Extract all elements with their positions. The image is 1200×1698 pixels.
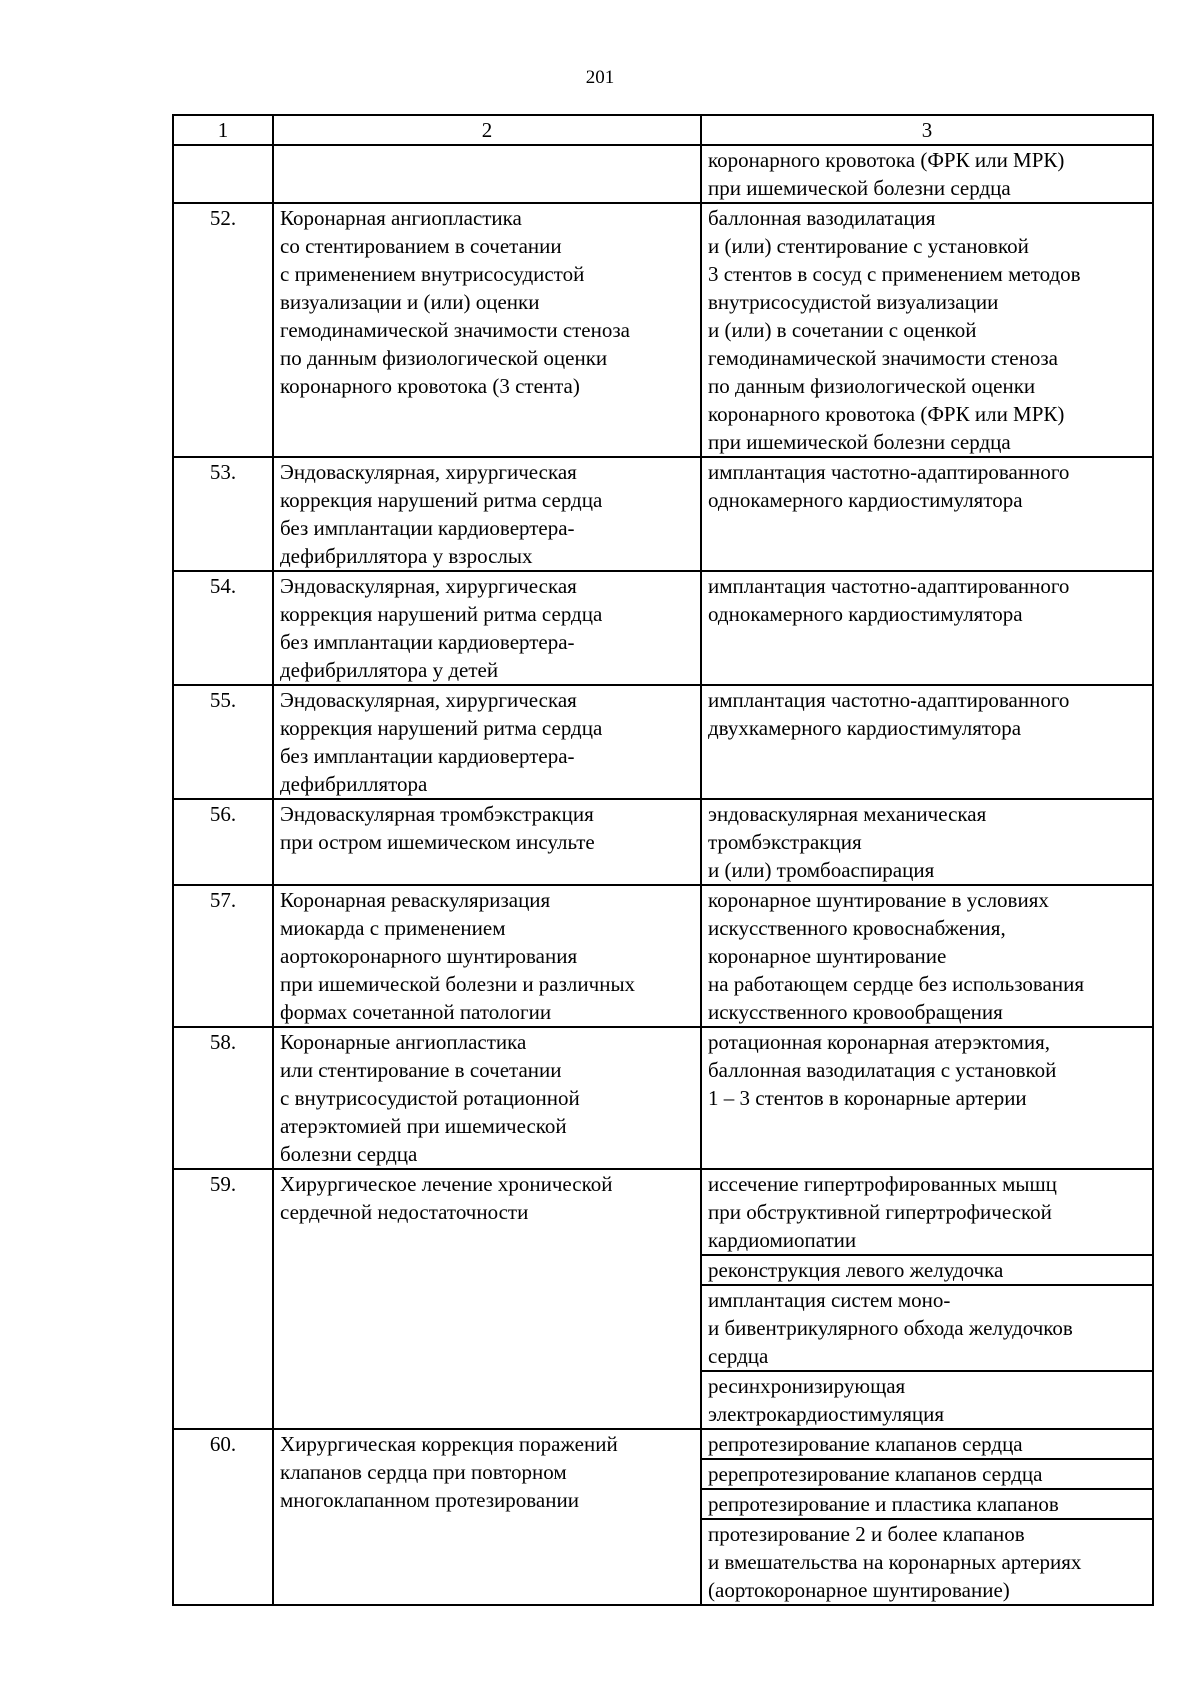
procedure-name-cell [273,1027,701,1169]
text-line: Хирургическая коррекция поражений [280,1432,618,1456]
text-line: кардиомиопатии [708,1228,857,1252]
treatment-method-cell [701,203,1153,457]
text-line: дефибриллятора у детей [280,658,499,682]
text-line: имплантация частотно-адаптированного [708,574,1070,598]
text-line: коронарное шунтирование [708,944,947,968]
text-line: Коронарная ангиопластика [280,206,522,230]
text-line: (аортокоронарное шунтирование) [708,1578,1010,1602]
procedure-name-cell [273,885,701,1027]
text-line: однокамерного кардиостимулятора [708,602,1023,626]
treatment-method-item [702,1370,1152,1428]
text-line: коррекция нарушений ритма сердца [280,602,603,626]
procedure-name-cell [273,203,701,457]
procedure-name-cell [273,1169,701,1429]
treatment-method-cell [701,145,1153,203]
text-line: протезирование 2 и более клапанов [708,1522,1025,1546]
row-number: 57. [173,885,273,1027]
treatment-method-item [702,1170,1152,1254]
text-line: при обструктивной гипертрофической [708,1200,1052,1224]
text-line: сердечной недостаточности [280,1200,529,1224]
procedure-name-cell [273,145,701,203]
text-line: баллонная вазодилатация с установкой [708,1058,1057,1082]
treatment-method-cell [701,571,1153,685]
text-line: по данным физиологической оценки [708,374,1036,398]
treatment-method-cell [701,1169,1153,1429]
text-line: Эндоваскулярная, хирургическая [280,688,577,712]
text-line: без имплантации кардиовертера- [280,516,575,540]
table-body [173,115,1153,1605]
text-line: гемодинамической значимости стеноза [708,346,1058,370]
text-line: гемодинамической значимости стеноза [280,318,630,342]
text-line: коронарного кровотока (ФРК или МРК) [708,402,1065,426]
table-row [173,799,1153,885]
row-number-cell [173,145,273,203]
text-line: баллонная вазодилатация [708,206,936,230]
text-line: и бивентрикулярного обхода желудочков [708,1316,1073,1340]
text-line: аортокоронарного шунтирования [280,944,578,968]
treatment-method-item [702,886,1152,1026]
text-line: сердца [708,1344,769,1368]
text-line: болезни сердца [280,1142,418,1166]
column-header-3: 3 [701,115,1153,145]
procedure-name-cell [273,685,701,799]
text-line: Эндоваскулярная, хирургическая [280,460,577,484]
row-number: 60. [173,1429,273,1605]
text-line: ресинхронизирующая [708,1374,906,1398]
text-line: многоклапанном протезировании [280,1488,579,1512]
treatment-method-item [702,458,1152,514]
row-number: 54. [173,571,273,685]
text-line: с применением внутрисосудистой [280,262,585,286]
treatment-method-item [702,572,1152,628]
treatment-method-cell [701,885,1153,1027]
treatment-method-cell [701,1429,1153,1605]
text-line: ререпротезирование клапанов сердца [708,1462,1043,1486]
table-row [173,885,1153,1027]
text-line: Эндоваскулярная, хирургическая [280,574,577,598]
procedure-name-cell [273,1429,701,1605]
treatment-method-item [702,1488,1152,1518]
procedures-table [172,114,1154,1606]
text-line: при остром ишемическом инсульте [280,830,595,854]
text-line: внутрисосудистой визуализации [708,290,999,314]
treatment-method-item [702,1284,1152,1370]
text-line: без имплантации кардиовертера- [280,630,575,654]
procedure-name-cell [273,571,701,685]
treatment-method-cell [701,457,1153,571]
text-line: миокарда с применением [280,916,506,940]
text-line: искусственного кровообращения [708,1000,1003,1024]
text-line: имплантация систем моно- [708,1288,951,1312]
text-line: иссечение гипертрофированных мышц [708,1172,1057,1196]
text-line: дефибриллятора [280,772,428,796]
text-line: 1 – 3 стентов в коронарные артерии [708,1086,1027,1110]
column-header-1: 1 [173,115,273,145]
row-number: 58. [173,1027,273,1169]
text-line: или стентирование в сочетании [280,1058,562,1082]
text-line: и (или) стентирование с установкой [708,234,1029,258]
row-number: 56. [173,799,273,885]
text-line: и вмешательства на коронарных артериях [708,1550,1082,1574]
text-line: по данным физиологической оценки [280,346,608,370]
text-line: двухкамерного кардиостимулятора [708,716,1022,740]
treatment-method-item [702,1254,1152,1284]
text-line: электрокардиостимуляция [708,1402,945,1426]
text-line: с внутрисосудистой ротационной [280,1086,580,1110]
page-number: 201 [585,67,615,88]
text-line: репротезирование клапанов сердца [708,1432,1023,1456]
text-line: тромбэкстракция [708,830,862,854]
text-line: формах сочетанной патологии [280,1000,552,1024]
text-line: коронарного кровотока (ФРК или МРК) [708,148,1065,172]
text-line: коронарное шунтирование в условиях [708,888,1049,912]
procedure-name-cell [273,457,701,571]
table-header-row [173,115,1153,145]
treatment-method-cell [701,1027,1153,1169]
text-line: визуализации и (или) оценки [280,290,540,314]
text-line: при ишемической болезни сердца [708,176,1011,200]
text-line: дефибриллятора у взрослых [280,544,533,568]
treatment-method-item [702,204,1152,456]
text-line: атерэктомией при ишемической [280,1114,567,1138]
text-line: и (или) в сочетании с оценкой [708,318,977,342]
text-line: реконструкция левого желудочка [708,1258,1004,1282]
text-line: клапанов сердца при повторном [280,1460,567,1484]
table-row [173,203,1153,457]
text-line: Хирургическое лечение хронической [280,1172,613,1196]
text-line: коррекция нарушений ритма сердца [280,488,603,512]
text-line: Эндоваскулярная тромбэкстракция [280,802,594,826]
text-line: коронарного кровотока (3 стента) [280,374,580,398]
text-line: репротезирование и пластика клапанов [708,1492,1059,1516]
row-number: 59. [173,1169,273,1429]
text-line: однокамерного кардиостимулятора [708,488,1023,512]
continuation-row [173,145,1153,203]
treatment-method-item [702,1028,1152,1112]
text-line: Коронарная реваскуляризация [280,888,551,912]
text-line: искусственного кровоснабжения, [708,916,1006,940]
text-line: на работающем сердце без использования [708,972,1085,996]
text-line: без имплантации кардиовертера- [280,744,575,768]
text-line: имплантация частотно-адаптированного [708,688,1070,712]
text-line: Коронарные ангиопластика [280,1030,527,1054]
text-line: при ишемической болезни сердца [708,430,1011,454]
table-row [173,571,1153,685]
text-line: и (или) тромбоаспирация [708,858,935,882]
text-line: 3 стентов в сосуд с применением методов [708,262,1081,286]
treatment-method-item [702,1518,1152,1604]
treatment-method-cell [701,685,1153,799]
treatment-method-item [702,1458,1152,1488]
treatment-method-item [702,686,1152,742]
text-line: имплантация частотно-адаптированного [708,460,1070,484]
text-line: ротационная коронарная атерэктомия, [708,1030,1050,1054]
table-row [173,1169,1153,1429]
text-line: при ишемической болезни и различных [280,972,636,996]
table-row [173,1027,1153,1169]
table-row [173,1429,1153,1605]
row-number: 55. [173,685,273,799]
row-number: 53. [173,457,273,571]
table-row [173,457,1153,571]
text-line: эндоваскулярная механическая [708,802,987,826]
text-line: со стентированием в сочетании [280,234,562,258]
row-number: 52. [173,203,273,457]
table-row [173,685,1153,799]
text-line: коррекция нарушений ритма сердца [280,716,603,740]
treatment-method-cell [701,799,1153,885]
treatment-method-item [702,800,1152,884]
column-header-2: 2 [273,115,701,145]
procedure-name-cell [273,799,701,885]
treatment-method-item [702,1430,1152,1458]
